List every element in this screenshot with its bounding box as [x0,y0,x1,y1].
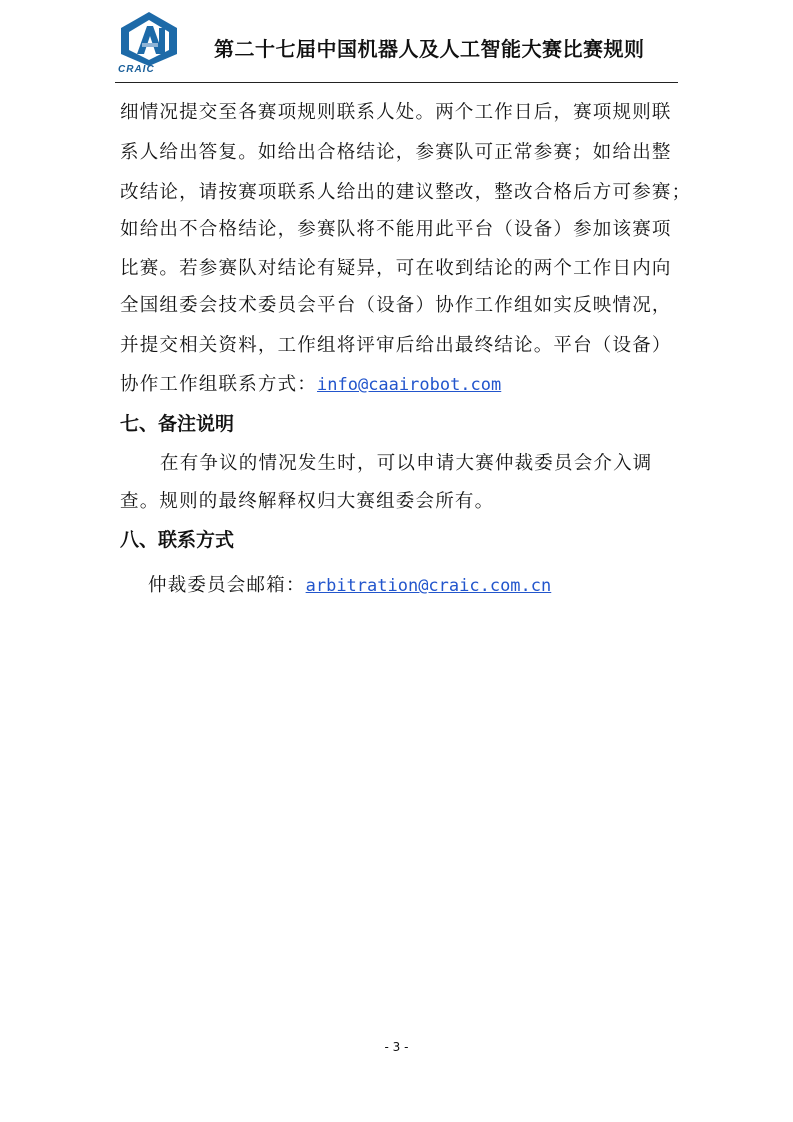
logo-text: CRAIC [118,64,155,75]
paragraph-line: 并提交相关资料，工作组将评审后给出最终结论。平台（设备） [120,335,672,356]
page-number: - 3 - [384,1040,409,1054]
section7-heading: 七、备注说明 [120,413,235,435]
paragraph-line: 比赛。若参赛队对结论有疑异，可在收到结论的两个工作日内向 [120,258,672,279]
paragraph-line: 细情况提交至各赛项规则联系人处。两个工作日后，赛项规则联 [120,102,672,123]
arbitration-label: 仲裁委员会邮箱： [148,575,306,596]
arbitration-email-link[interactable]: arbitration@craic.com.cn [305,576,552,596]
paragraph-line: 查。规则的最终解释权归大赛组委会所有。 [120,491,495,512]
header-divider [115,82,678,83]
paragraph-line: 改结论，请按赛项联系人给出的建议整改，整改合格后方可参赛； [120,182,692,203]
paragraph-line: 如给出不合格结论，参赛队将不能用此平台（设备）参加该赛项 [120,219,672,240]
paragraph-line: 系人给出答复。如给出合格结论，参赛队可正常参赛；如给出整 [120,142,672,163]
section8-heading: 八、联系方式 [120,529,235,551]
contact-email-link[interactable]: info@caairobot.com [317,375,502,395]
contact-line [120,370,501,396]
paragraph-line: 在有争议的情况发生时，可以申请大赛仲裁委员会介入调 [160,453,653,474]
arbitration-line [148,571,551,597]
contact-label: 协作工作组联系方式： [120,374,318,395]
document-header-title: 第二十七届中国机器人及人工智能大赛比赛规则 [214,37,645,61]
paragraph-line: 全国组委会技术委员会平台（设备）协作工作组如实反映情况， [120,295,672,316]
